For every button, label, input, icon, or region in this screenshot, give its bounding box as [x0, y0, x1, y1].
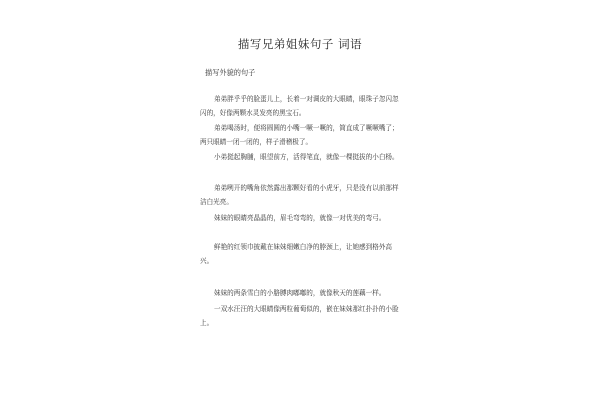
paragraph: 妹妹的眼睛亮晶晶的，眉毛弯弯的，就像一对优美的弯弓。 — [214, 214, 386, 222]
paragraph: 弟弟胖乎乎的脸蛋儿上，长着一对调皮的大眼睛，眼珠子忽闪忽闪的，好像两颗水灵发亮的黑宝石。 — [200, 95, 399, 117]
paragraph: 弟弟喝汤时，便将圆圆的小嘴一噘一噘的，简直成了噘噘嘴了；两只眼睛一闭一闭的，样子滑稽极了。 — [200, 124, 399, 146]
paragraph: 妹妹的两条雪白的小胳膊肉嘟嘟的，就像秋天的莲藕一样。 — [214, 289, 386, 297]
document-title: 描写兄弟姐妹句子 词语 — [237, 37, 363, 51]
paragraph: 弟弟咧开的嘴角依然露出那颗好看的小虎牙，只是没有以前那样洁白光亮。 — [200, 184, 399, 206]
paragraph: 一双水汪汪的大眼睛像两粒葡萄似的，嵌在妹妹那红扑扑的小脸上。 — [200, 305, 399, 327]
section-heading: 描写外貌的句子 — [205, 68, 256, 77]
paragraph: 鲜艳的红领巾披戴在妹妹细嫩白净的脖颈上，让她感到格外高兴。 — [200, 243, 393, 265]
paragraph: 小弟挺起胸脯，眼望前方，活得笔直，就像一棵挺拔的小白杨。 — [214, 153, 399, 161]
